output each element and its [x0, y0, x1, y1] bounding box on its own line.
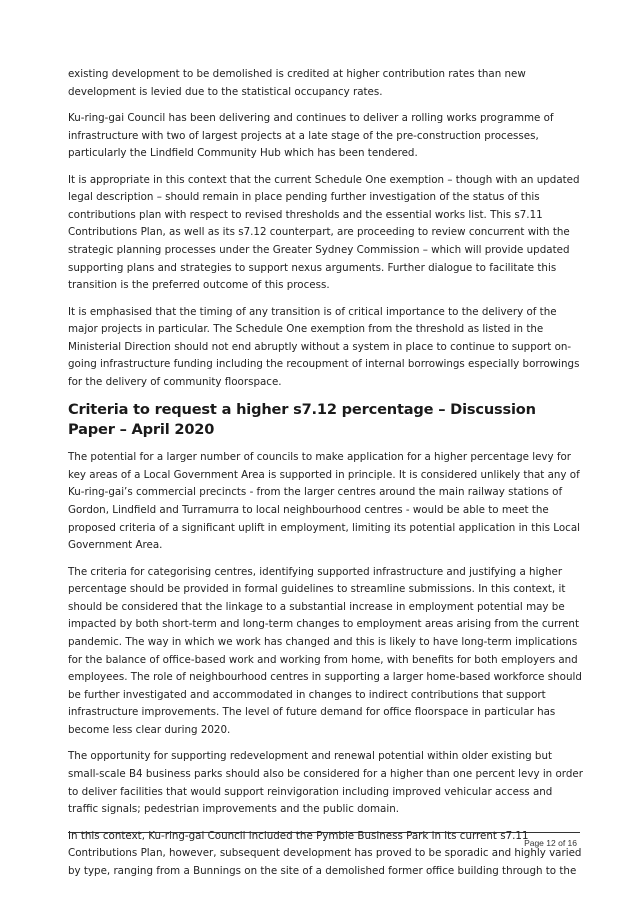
paragraph-5: The potential for a larger number of councils to make application for a higher percentage levy for key areas of a Local Government Area is supported in principle. It is considered unlikely that any of Ku-ring-gai’s commercial precincts - from the larger centres around the main railway stations of Gordon, Lindfield and Turramurra to local neighbourhood centres - would be able to meet the proposed criteria of a significant uplift in employment, limiting its potential application in this Local Government Area. — [68, 451, 580, 552]
footer-divider — [68, 832, 580, 833]
section-heading: Criteria to request a higher s7.12 percentage – Discussion Paper – April 2020 — [68, 401, 536, 439]
paragraph-4: It is emphasised that the timing of any transition is of critical importance to the delivery of the major projects in particular. The Schedule One exemption from the threshold as listed in the Ministerial Direction should not end abruptly without a system in place to continue to support on-going infrastructure funding including the recoupment of internal borrowings especially borrowings for the delivery of community floorspace. — [68, 305, 580, 388]
paragraph-7: The opportunity for supporting redevelopment and renewal potential within older existing but small-scale B4 business parks should also be considered for a higher than one percent levy in order to deliver facilities that would support reinvigoration including improved vehicular access and traffic signals; pedestrian improvements and the public domain. — [68, 750, 583, 816]
paragraph-8: In this context, Ku-ring-gai Council included the Pymble Business Park in its current s7.11 Contributions Plan, however, subsequent development has proved to be sporadic and highly varied by type, ranging from a Bunnings on the site of a demolished former office building through to the — [68, 829, 582, 877]
page-number: Page 12 of 16 — [524, 838, 577, 848]
paragraph-2: Ku-ring-gai Council has been delivering and continues to deliver a rolling works programme of infrastructure with two of largest projects at a late stage of the pre-construction processes, particularly the Lindfield Community Hub which has been tendered. — [68, 111, 554, 160]
document-body — [68, 66, 585, 889]
paragraph-1: existing development to be demolished is credited at higher contribution rates than new development is levied due to the statistical occupancy rates. — [68, 68, 526, 98]
paragraph-6: The criteria for categorising centres, identifying supported infrastructure and justifying a higher percentage should be provided in formal guidelines to streamline submissions. In this context, it should be considered that the linkage to a substantial increase in employment potential may be impacted by both short-term and long-term changes to employment areas arising from the current pandemic. The way in which we work has changed and this is likely to have long-term implications for the balance of office-based work and working from home, with benefits for both employers and employees. The role of neighbourhood centres in supporting a larger home-based workforce should be further investigated and accommodated in changes to indirect contributions that support infrastructure improvements. The level of future demand for office floorspace in particular has become less clear during 2020. — [68, 565, 582, 736]
paragraph-3: It is appropriate in this context that the current Schedule One exemption – though with an updated legal description – should remain in place pending further investigation of the status of this contributions plan with respect to revised thresholds and the essential works list. This s7.11 Contributions Plan, as well as its s7.12 counterpart, are proceeding to review concurrent with the strategic planning processes under the Greater Sydney Commission – which will provide updated supporting plans and strategies to support nexus arguments. Further dialogue to facilitate this transition is the preferred outcome of this process. — [68, 173, 580, 292]
